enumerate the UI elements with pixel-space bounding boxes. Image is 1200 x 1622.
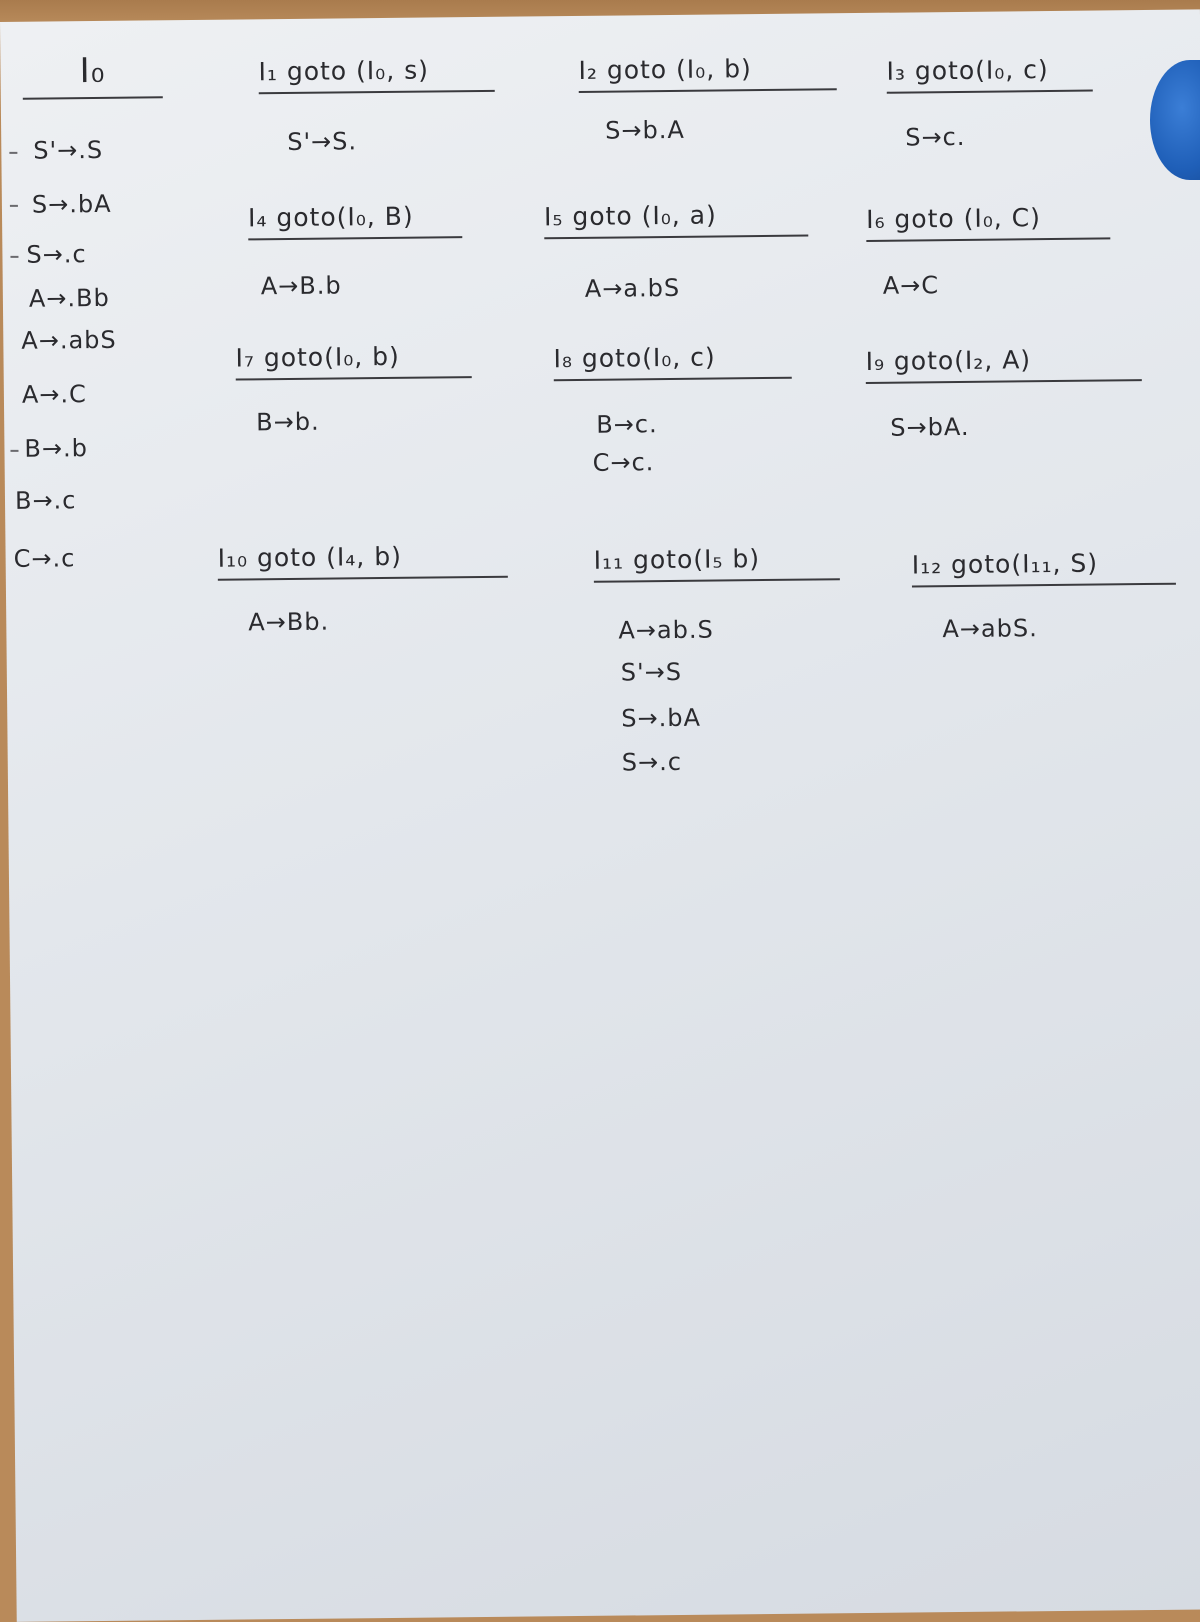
i0-item: A→.abS (21, 325, 117, 355)
state-item: S→c. (905, 122, 966, 152)
state-item: B→b. (256, 407, 320, 437)
state-title: I₁ goto (I₀, s) (258, 55, 494, 94)
tick-mark (10, 256, 18, 258)
state-title: I₃ goto(I₀, c) (886, 55, 1092, 94)
i0-item: B→.c (14, 486, 77, 515)
state-item: A→C (882, 271, 940, 300)
state-item: S→bA. (890, 412, 970, 442)
paper-sheet (0, 9, 1200, 1621)
state-item: S'→S. (287, 127, 358, 156)
i0-item: A→.Bb (28, 283, 110, 313)
state-title: I₁₀ goto (I₄, b) (217, 541, 507, 581)
i0-item: C→.c (13, 544, 76, 573)
i0-item: B→.b (24, 434, 89, 463)
tick-mark (9, 152, 17, 154)
i0-item: A→.C (21, 380, 87, 409)
state-item: B→c. (596, 410, 658, 439)
state-item: A→abS. (942, 614, 1038, 644)
state-title: I₆ goto (I₀, C) (866, 202, 1110, 242)
tick-mark (10, 205, 18, 207)
state-item: A→ab.S (618, 615, 714, 645)
state-title: I₈ goto(I₀, c) (553, 342, 791, 381)
state-item: A→a.bS (584, 273, 681, 303)
state-title: I₇ goto(I₀, b) (235, 341, 471, 380)
state-item: S→.c (621, 747, 683, 777)
state-title: I₁₂ goto(I₁₁, S) (912, 548, 1176, 588)
state-title: I₄ goto(I₀, B) (248, 201, 462, 240)
state-title: I₅ goto (I₀, a) (544, 200, 808, 240)
tick-mark (10, 450, 18, 452)
state-title: I₁₁ goto(I₅ b) (594, 543, 840, 583)
state-item: S'→S (620, 657, 683, 687)
i0-item: S→.bA (31, 189, 112, 219)
i0-item: S→.c (26, 240, 87, 269)
state-title: I₂ goto (I₀, b) (578, 53, 836, 93)
state-item: S→b.A (605, 115, 685, 145)
state-item: C→c. (592, 448, 655, 477)
state-item: A→B.b (260, 271, 342, 301)
i0-item: S'→.S (33, 135, 104, 165)
state-i0-title: I₀ (22, 50, 162, 99)
state-item: S→.bA (621, 703, 702, 733)
state-item: A→Bb. (248, 607, 330, 637)
state-title: I₉ goto(I₂, A) (865, 344, 1141, 384)
